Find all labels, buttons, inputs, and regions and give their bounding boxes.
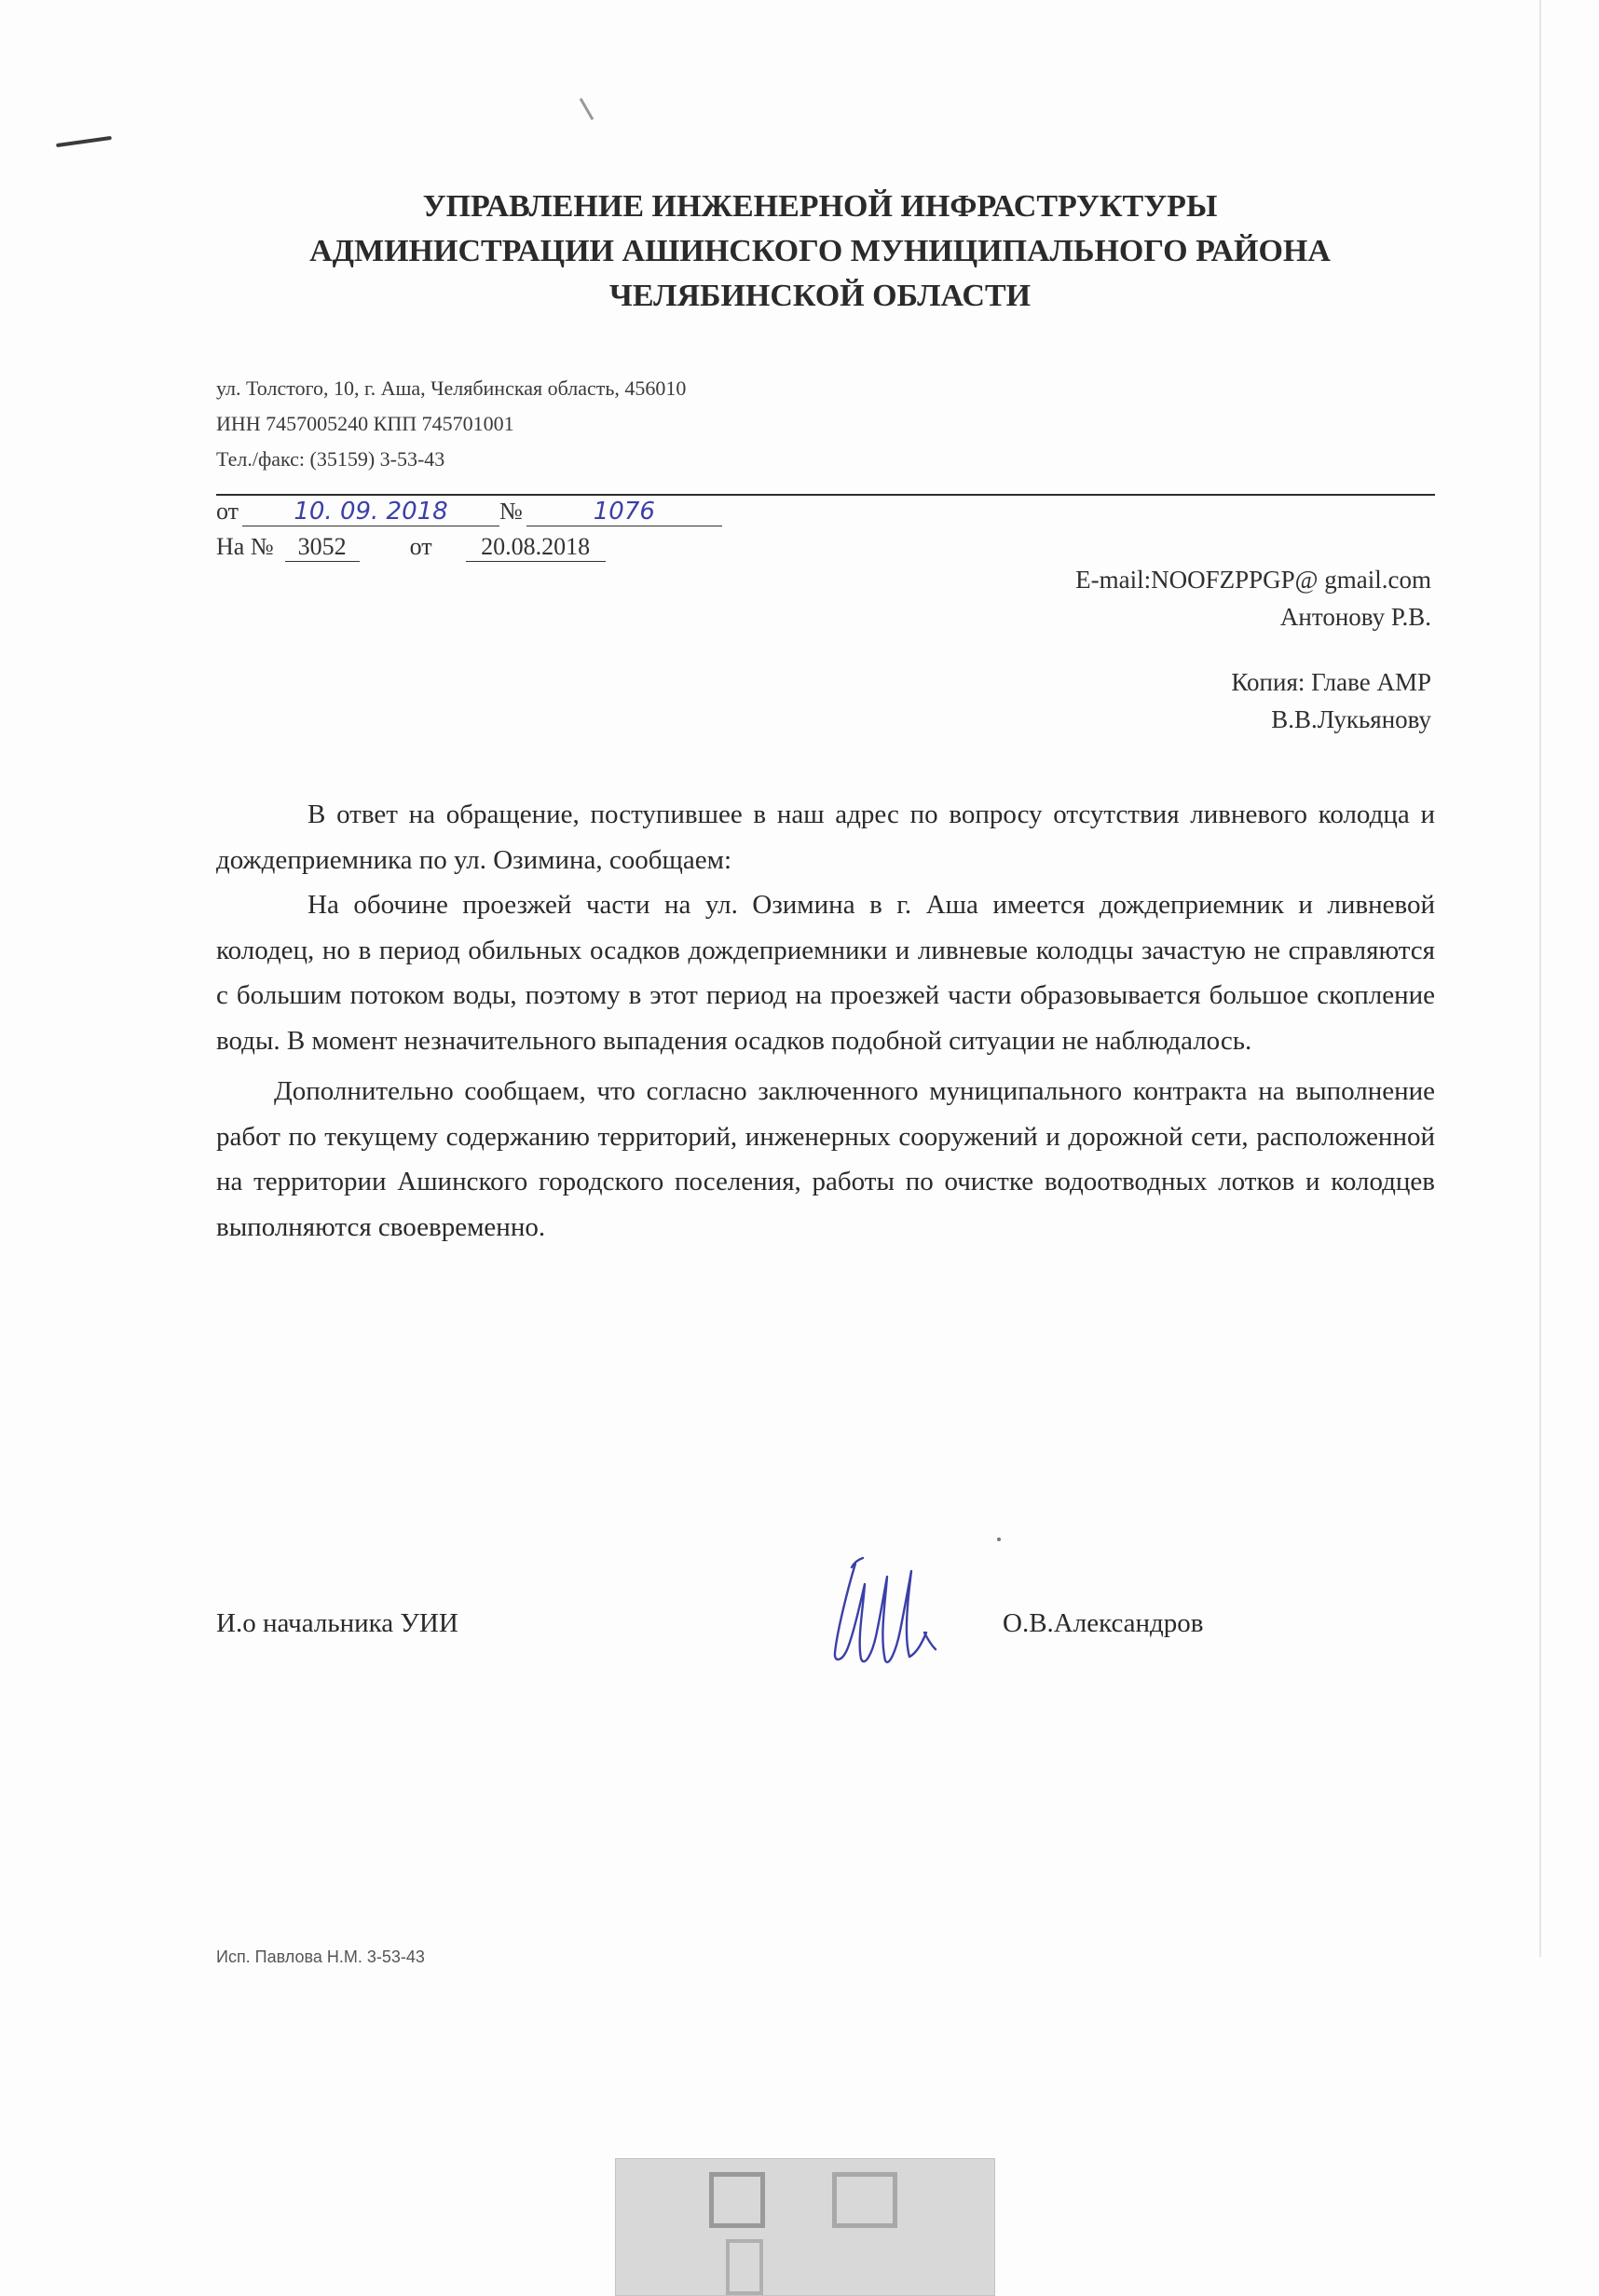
letter-body	[216, 792, 1435, 1250]
recipient-gap	[1075, 636, 1431, 663]
scan-artifact-mark	[56, 136, 112, 147]
header-divider	[216, 494, 1435, 496]
outgoing-from-label: от	[216, 498, 239, 525]
outgoing-number: 1076	[526, 498, 722, 526]
sender-address-block	[216, 371, 686, 477]
handwritten-signature	[820, 1543, 950, 1683]
attachment-shape	[832, 2172, 897, 2228]
signer-role: И.о начальника УИИ	[216, 1608, 458, 1638]
outgoing-number-label: №	[499, 498, 523, 525]
incoming-number-label: На №	[216, 533, 274, 560]
signer-name: О.В.Александров	[1003, 1608, 1204, 1638]
body-paragraph: В ответ на обращение, поступившее в наш адрес по вопросу отсутствия ливневого колодца и дождеприемника по ул. Озимина, сообщаем:	[216, 800, 1435, 875]
body-paragraph: На обочине проезжей части на ул. Озимина в г. Аша имеется дождеприемник и ливневой колодец, но в период обильных осадков дождеприемники и ливневые колодцы зачастую не справляются с большим потоком воды, поэтому в этот период на проезжей части образовывается большое скопление воды. В момент незначительного выпадения осадков подобной ситуации не наблюдалось.	[216, 890, 1435, 1056]
outgoing-date: 10. 09. 2018	[242, 498, 499, 526]
sender-phone: Тел./факс: (35159) 3-53-43	[216, 447, 445, 471]
scan-artifact-dot	[997, 1538, 1001, 1541]
scanned-attachment-strip	[615, 2158, 995, 2296]
recipient-addressee: Антонову Р.В.	[1279, 603, 1431, 631]
attachment-shape	[709, 2172, 765, 2228]
incoming-date: 20.08.2018	[466, 533, 606, 562]
incoming-number: 3052	[285, 533, 360, 562]
scan-artifact-mark	[580, 98, 594, 120]
letterhead-line: АДМИНИСТРАЦИИ АШИНСКОГО МУНИЦИПАЛЬНОГО РАЙОНА	[309, 234, 1331, 268]
recipient-email: E-mail:NOOFZPPGP@ gmail.com	[1075, 566, 1431, 594]
incoming-reference	[216, 533, 606, 562]
body-paragraph: Дополнительно сообщаем, что согласно заключенного муниципального контракта на выполнение работ по текущему содержанию территорий, инженерных сооружений и дорожной сети, расположенной на территории Ашинского городского поселения, работы по очистке водоотводных лотков и колодцев выполняются своевременно.	[216, 1076, 1435, 1242]
attachment-shape	[726, 2239, 763, 2295]
sender-tax-ids: ИНН 7457005240 КПП 745701001	[216, 412, 514, 435]
letterhead-line: ЧЕЛЯБИНСКОЙ ОБЛАСТИ	[608, 279, 1032, 313]
letterhead-line: УПРАВЛЕНИЕ ИНЖЕНЕРНОЙ ИНФРАСТРУКТУРЫ	[422, 189, 1218, 224]
scan-edge	[1539, 0, 1541, 1957]
outgoing-reference	[216, 498, 722, 526]
recipient-block	[1075, 561, 1431, 738]
executor-note: Исп. Павлова Н.М. 3-53-43	[216, 1948, 425, 1966]
copy-recipient: Копия: Главе АМР	[1231, 668, 1431, 696]
letterhead	[186, 184, 1454, 319]
sender-street: ул. Толстого, 10, г. Аша, Челябинская область, 456010	[216, 376, 687, 400]
copy-recipient-name: В.В.Лукьянову	[1271, 705, 1431, 733]
incoming-from-label: от	[409, 533, 432, 560]
